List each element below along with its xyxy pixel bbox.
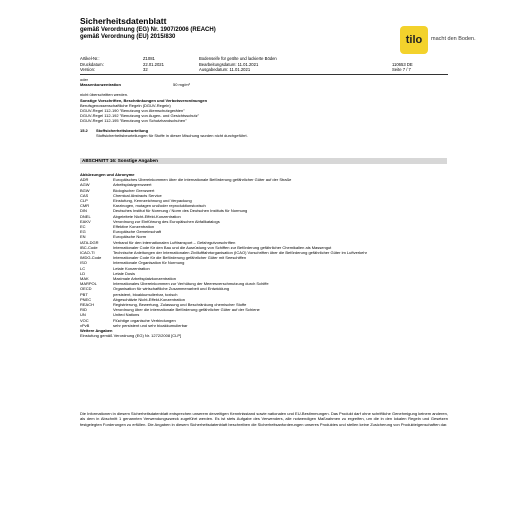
abbr-value: Internationales Übereinkommen zur Verhütung der Meeresverschmutzung durch Schiffe: [113, 281, 269, 287]
abbr-key: LD: [80, 270, 86, 276]
abbr-value: Abgeleitete Nicht-Effekt-Konzentration: [113, 213, 181, 219]
meta-label: Druckdatum:: [80, 61, 104, 67]
abbr-value: persistent, bioakkumulierbar, toxisch: [113, 291, 178, 297]
abbr-key: CAS: [80, 192, 89, 198]
abbr-value: Organisation für wirtschaftliche Zusammenarbeit und Entwicklung: [113, 286, 230, 292]
abbr-value: Europäische Gemeinschaft: [113, 229, 162, 235]
logo-tagline: macht den Boden.: [431, 36, 476, 42]
abbr-value: Arbeitsplatzgrenzwert: [113, 182, 152, 188]
text-line: nicht überschritten werden.: [80, 92, 129, 98]
abbr-key: PNEC: [80, 296, 92, 302]
abbr-value: Abgeschätzte Nicht-Effekt-Konzentration: [113, 296, 185, 302]
text-line: DGUV-Regel 112-190 "Benutzung von Atemschutzgeräten": [80, 108, 185, 114]
abbr-key: DIN: [80, 208, 87, 214]
meta-row: [80, 67, 445, 73]
abbr-key: REACH: [80, 302, 95, 308]
abbr-key: IBC-Code: [80, 244, 98, 250]
abbr-value: Chemical Abstracts Service: [113, 192, 162, 198]
abbr-key: ADR: [80, 177, 89, 183]
abbr-value: Verordnung über die internationale Beförderung gefährlicher Güter auf der Schiene: [113, 307, 260, 313]
meta-value: 22.01.2021: [143, 61, 164, 67]
section16-header: ABSCHNITT 16: Sonstige Angaben: [80, 158, 447, 164]
abbr-value: Technische Anleitungen der Internationalen Zivilluftfahrtorganisation (ICAO) Vorschriften über die Beförderung gefährlicher Güter im Luftverkehr: [113, 250, 367, 256]
abbr-key: CMR: [80, 203, 90, 209]
abbr-value: Karzinogen, mutagen und/oder reproduktionstoxisch: [113, 203, 206, 209]
abbr-value: Deutsches Institut für Normung / Norm des Deutschen Instituts für Normung: [113, 208, 248, 214]
section15-block: [80, 77, 448, 138]
abbr-value: Letale Konzentration: [113, 265, 150, 271]
abbr-value: Flüchtige organische Verbindungen: [113, 317, 176, 323]
abbr-key: EG: [80, 229, 86, 235]
subheading: Weitere Angaben: [80, 328, 113, 334]
abbr-key: EAKV: [80, 218, 91, 224]
meta-value: Bearbeitungsdatum: 11.01.2021: [199, 61, 259, 67]
concentration-value: 50 mg/m³: [173, 82, 190, 88]
abbr-value: Verband für den internationalen Lufttransport – Gefahrgutvorschriften: [113, 239, 236, 245]
text-line: DGUV-Regel 112-192 "Benutzung von Augen- und Gesichtsschutz": [80, 113, 200, 119]
abbr-rows: [80, 177, 448, 328]
abbr-key: MAK: [80, 276, 89, 282]
abbr-key: OECD: [80, 286, 92, 292]
page-number: Seite 7 / 7: [392, 67, 411, 73]
abbr-value: Internationaler Code für die Beförderung gefährlicher Güter mit Seeschiffen: [113, 255, 247, 261]
subheading: Sonstige Vorschriften, Beschränkungen und Verbotsverordnungen: [80, 97, 208, 103]
abbr-value: Maximale Arbeitsplatzkonzentration: [113, 276, 176, 282]
abbr-value: Letale Dosis: [113, 270, 136, 276]
meta-value: 32: [143, 67, 148, 73]
abbr-value: United Nations: [113, 312, 140, 318]
abbr-value: Internationale Organisation für Normung: [113, 260, 185, 266]
meta-block: [80, 56, 445, 73]
abbr-value: Europäische Norm: [113, 234, 147, 240]
abbr-key: CLP: [80, 198, 88, 204]
subtitle-line-1: gemäß Verordnung (EG) Nr. 1907/2006 (REACH): [80, 27, 216, 33]
logo-text: tilo: [405, 34, 423, 46]
abbr-key: DNEL: [80, 213, 91, 219]
text-line: oder: [80, 77, 89, 82]
abbr-value: Internationaler Code für den Bau und die Ausrüstung von Schiffen zur Beförderung gefährlicher Chemikalien als Massengut: [113, 244, 332, 250]
abbreviations-list: [80, 172, 448, 339]
abbr-key: UN: [80, 312, 86, 318]
meta-label: Artikel-Nr.:: [80, 56, 100, 61]
abbr-key: AGW: [80, 182, 90, 188]
abbr-key: PBT: [80, 291, 88, 297]
abbr-key: EC: [80, 224, 86, 230]
divider: [80, 74, 448, 75]
meta-value: 110653 DE: [392, 61, 413, 67]
text-line: Einstufung gemäß Verordnung (EG) Nr. 1272/2008 [CLP]: [80, 333, 182, 339]
abbr-key: ISO: [80, 260, 87, 266]
product-name: Bodenseife für geölte und lackierte Böden: [199, 56, 277, 61]
abbr-value: Effektive Konzentration: [113, 224, 155, 230]
abbr-key: IATA-DGR: [80, 239, 99, 245]
tilo-logo: [400, 26, 428, 54]
subheading: Stoffsicherheitsbeurteilung: [96, 127, 149, 133]
abbr-key: VOC: [80, 317, 89, 323]
subheading: Abkürzungen und Akronyme: [80, 172, 135, 177]
abbr-key: EN: [80, 234, 86, 240]
text-line: DGUV-Regel 112-195 "Benutzung von Schutzhandschuhen": [80, 118, 187, 124]
text-line: Stoffsicherheitsbeurteilungen für Stoffe in dieser Mischung wurden nicht durchgeführt.: [96, 132, 248, 138]
abbr-key: ICAO-TI: [80, 250, 95, 256]
meta-value: Ausgabedatum: 11.01.2021: [199, 67, 251, 73]
subsection-number: 15.2: [80, 127, 88, 133]
abbr-key: RID: [80, 307, 87, 313]
meta-value: Z1081: [143, 56, 155, 61]
doc-title: Sicherheitsdatenblatt: [80, 16, 167, 26]
abbr-row: [80, 323, 448, 328]
concentration-label: Massenkonzentration: [80, 82, 121, 88]
abbr-value: Biologischer Grenzwert: [113, 187, 155, 193]
abbr-key: BGW: [80, 187, 90, 193]
abbr-value: Einstufung, Kennzeichnung und Verpackung: [113, 198, 192, 204]
abbr-key: MARPOL: [80, 281, 97, 287]
abbr-value: Europäisches Übereinkommen über die internationale Beförderung gefährlicher Güter auf der Straße: [113, 177, 292, 183]
doc-subtitle: [80, 27, 216, 41]
abbr-value: Registrierung, Bewertung, Zulassung und Beschränkung chemischer Stoffe: [113, 302, 247, 308]
abbr-value: Verordnung zur Einführung des Europäischen Abfallkatalogs: [113, 218, 220, 224]
abbr-key: IMDG-Code: [80, 255, 102, 261]
abbr-value: sehr persistent und sehr bioakkumulierbar: [113, 322, 188, 328]
abbr-key: LC: [80, 265, 86, 271]
abbr-key: vPvB: [80, 322, 90, 328]
meta-label: Version:: [80, 67, 96, 73]
disclaimer-paragraph: Die Informationen in diesem Sicherheitsdatenblatt entsprechen unserem derzeitigen Kenntnisstand sowie nationalen und EU-Bestimmungen. Das Produkt darf ohne schriftliche Genehmigung keinem anderen, als dem in Abschnitt 1 genannten Verwendungszweck zugeführt werden. Es ist stets Aufgabe des Verwenders, alle notwendigen Maßnahmen zu ergreifen, um die in den lokalen Regeln und Gesetzen festgelegten Forderungen zu erfüllen. Die Angaben in diesem Sicherheitsdatenblatt beschreiben die Sicherheitsanforderungen unseres Produktes und stellen keine Zusicherung von Produkteigenschaften dar.: [80, 411, 448, 427]
text-line: Berufsgenossenschaftliche Regeln (DGUV-Regeln): [80, 102, 171, 108]
subtitle-line-2: gemäß Verordnung (EU) 2015/830: [80, 34, 176, 40]
